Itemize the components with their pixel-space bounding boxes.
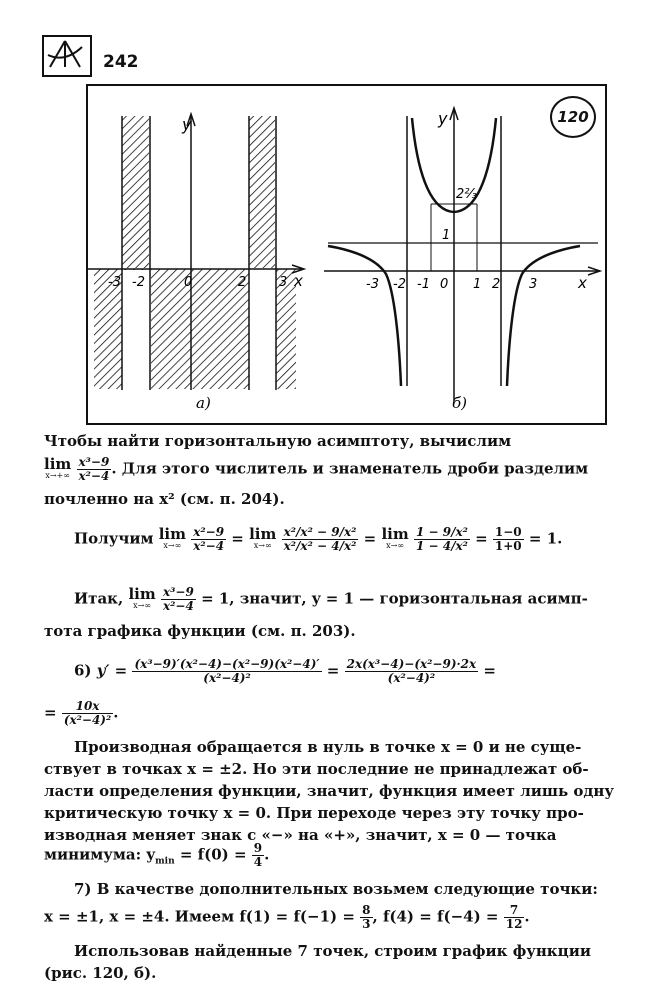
tick-b-m2: -2 bbox=[393, 277, 406, 292]
tick-a-3: 3 bbox=[279, 275, 288, 290]
x-label-a: x bbox=[294, 272, 303, 290]
y-label-a: y bbox=[182, 115, 192, 134]
tick-b-1: 1 bbox=[473, 277, 482, 292]
text-line-5: Итак, lim x→∞ $\frac{\text{x³−9}}{\text{x²−4}}$ = 1, значит, y = 1 — горизонтальная асимп- bbox=[74, 584, 588, 613]
tick-a-0: 0 bbox=[184, 275, 193, 290]
text-line-10: ствует в точках x = ±2. Но эти последние не принадлежат об- bbox=[44, 760, 589, 778]
y-label-b: y bbox=[438, 109, 448, 128]
tick-b-3: 3 bbox=[529, 277, 538, 292]
tick-b-m3: -3 bbox=[366, 277, 379, 292]
hatch-strip-2-3-top bbox=[249, 116, 275, 268]
tick-a-m2: -2 bbox=[132, 275, 145, 290]
text-line-3: почленно на x² (см. п. 204). bbox=[44, 490, 285, 508]
formula-derivative-result: = $\frac{10x}{\text{(x²−4)²}}$ . bbox=[44, 699, 119, 727]
text-line-16: x = ±1, x = ±4. Имеем f(1) = f(−1) = $\frac{8}{3}$ , f(4) = f(−4) = $\frac{7}{12}$ . bbox=[44, 903, 530, 931]
label-min-value: 2²⁄₃ bbox=[456, 187, 477, 202]
tick-a-2: 2 bbox=[238, 275, 247, 290]
tick-b-m1: -1 bbox=[417, 277, 430, 292]
fraction: $\frac{\text{x³−9}}{\text{x²−4}}$ bbox=[78, 455, 110, 483]
caption-a: а) bbox=[196, 394, 211, 412]
chapter-logo bbox=[42, 35, 92, 77]
label-asymptote-1: 1 bbox=[442, 228, 451, 243]
formula-limit: Получим lim x→∞ $\frac{\text{x²−9}}{\text{x²−4}}$ = lim x→∞ $\frac{\text{x²/x² − 9/x²}}{\text{x²/x² − 4/x²}}$ = lim x→∞ $\frac{\text{1 − 9/x²}}{\text{1 − 4/x²}}$ = $\frac{1-0}{1+0}$ = 1. bbox=[74, 524, 563, 553]
text-line-15: 7) В качестве дополнительных возьмем следующие точки: bbox=[74, 880, 598, 898]
x-label-b: x bbox=[578, 274, 587, 292]
hatch-strip-m2-2-bottom bbox=[151, 269, 249, 389]
text-line-12: критическую точку x = 0. При переходе через эту точку про- bbox=[44, 804, 584, 822]
hatch-strip-m3-m2-top bbox=[122, 116, 149, 268]
text-line-17: Использовав найденные 7 точек, строим график функции bbox=[74, 942, 591, 960]
panel-a bbox=[88, 114, 305, 390]
text-line-1: Чтобы найти горизонтальную асимптоту, вычислим bbox=[44, 432, 512, 450]
page-number: 242 bbox=[103, 52, 139, 72]
figure-number-badge: 120 bbox=[550, 96, 596, 138]
text-line-14: минимума: $y_{min} = f(0)$ = $\frac{9}{4}$ . bbox=[44, 841, 270, 869]
text-line-18: (рис. 120, б). bbox=[44, 964, 157, 982]
limit-operator: lim x→+∞ bbox=[44, 454, 72, 480]
tick-b-0: 0 bbox=[440, 277, 449, 292]
tick-a-m3: -3 bbox=[108, 275, 121, 290]
text-line-13: изводная меняет знак с «−» на «+», значит, x = 0 — точка bbox=[44, 826, 557, 844]
figure-120 bbox=[86, 84, 607, 425]
tick-b-2: 2 bbox=[492, 277, 501, 292]
formula-derivative: 6) y′ = $\frac{\text{(x³−9)′(x²−4)−(x²−9)(x²−4)′}}{\text{(x²−4)²}}$ = $\frac{\text{2x(x³−4)−(x²−9)·2x}}{\text{(x²−4)²}}$ = bbox=[74, 657, 496, 685]
panel-b bbox=[324, 108, 600, 401]
caption-b: б) bbox=[452, 394, 468, 412]
text-line-2: lim x→+∞ $\frac{\text{x³−9}}{\text{x²−4}}$ . Для этого числитель и знаменатель дроби разделим bbox=[44, 454, 589, 483]
text-line-11: ласти определения функции, значит, функция имеет лишь одну bbox=[44, 782, 615, 800]
text-line-6: тота графика функции (см. п. 203). bbox=[44, 622, 356, 640]
text-line-9: Производная обращается в нуль в точке x = 0 и не суще- bbox=[74, 738, 582, 756]
figure-svg bbox=[88, 86, 605, 423]
